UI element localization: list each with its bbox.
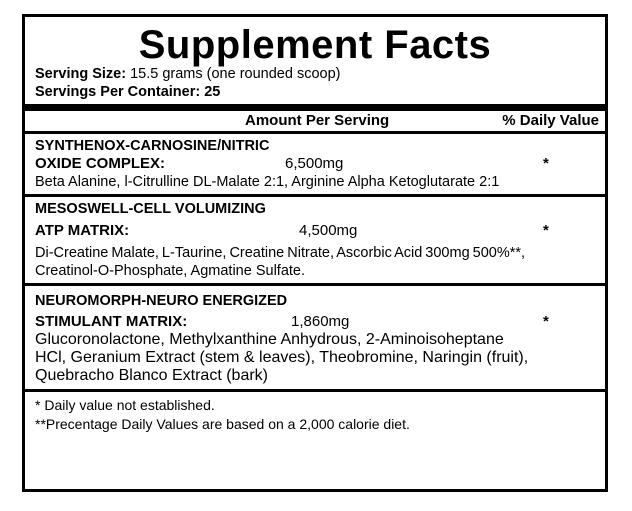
section-ingredients-line-2: HCl, Geranium Extract (stem & leaves), Theobromine, Naringin (fruit), (35, 349, 529, 366)
section-ingredients-line-2: Creatinol-O-Phosphate, Agmatine Sulfate. (35, 263, 306, 279)
ingredient-section (25, 286, 605, 389)
supplement-facts-label (22, 14, 608, 492)
section-line-label: ATP MATRIX: (35, 222, 130, 239)
serving-size-label: Serving Size: (35, 66, 127, 82)
section-dv: * (543, 313, 549, 330)
section-name: MESOSWELL-CELL VOLUMIZING (35, 201, 266, 217)
section-dv: * (543, 222, 549, 239)
label-title: Supplement Facts (138, 23, 492, 67)
section-name: SYNTHENOX-CARNOSINE/NITRIC (35, 138, 270, 154)
servings-per-container-value: 25 (204, 84, 221, 100)
section-ingredients-line-1: Di-Creatine Malate, L-Taurine, Creatine Nitrate, Ascorbic Acid 300mg 500%**, (35, 245, 526, 261)
section-dv: * (543, 155, 549, 172)
section-amount-line (35, 313, 595, 331)
footnote-daily-values: **Precentage Daily Values are based on a 2,000 calorie diet. (35, 416, 410, 432)
ingredient-section (25, 134, 605, 194)
daily-value-header: % Daily Value (502, 112, 599, 129)
footnote-not-established: * Daily value not established. (35, 397, 215, 413)
section-ingredients-line-1: Glucoronolactone, Methylxanthine Anhydrous, 2-Aminoisoheptane (35, 331, 504, 348)
column-header-row (25, 111, 605, 131)
serving-size-value: 15.5 grams (one rounded scoop) (130, 66, 341, 82)
section-amount-line (35, 155, 595, 173)
section-amount: 4,500mg (299, 222, 358, 239)
section-amount-line (35, 222, 595, 240)
section-ingredients: Beta Alanine, l-Citrulline DL-Malate 2:1, Arginine Alpha Ketoglutarate 2:1 (35, 174, 500, 190)
ingredient-section (25, 197, 605, 283)
thick-divider (25, 104, 605, 111)
serving-info (25, 65, 605, 101)
amount-per-serving-header: Amount Per Serving (245, 112, 390, 129)
serving-size-line (35, 65, 595, 83)
section-ingredients-line-3: Quebracho Blanco Extract (bark) (35, 367, 268, 384)
section-name: NEUROMORPH-NEURO ENERGIZED (35, 293, 288, 309)
footnotes (25, 392, 605, 434)
section-amount: 1,860mg (291, 313, 350, 330)
section-line-label: STIMULANT MATRIX: (35, 313, 188, 330)
section-amount: 6,500mg (285, 155, 344, 172)
section-line-label: OXIDE COMPLEX: (35, 155, 166, 172)
servings-per-container-line (35, 83, 595, 101)
servings-per-container-label: Servings Per Container: (35, 84, 201, 100)
